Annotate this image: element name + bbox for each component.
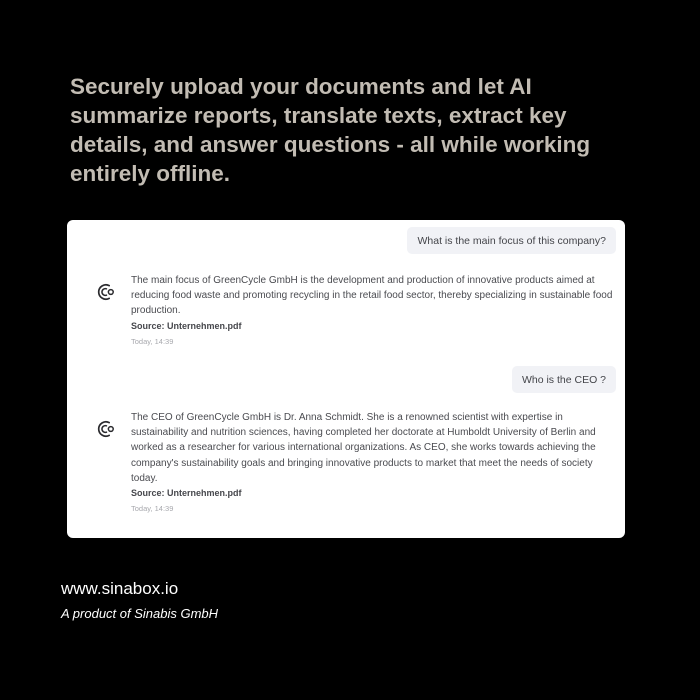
- assistant-logo-icon: [95, 281, 117, 303]
- assistant-message-text: The main focus of GreenCycle GmbH is the development and production of innovative products aimed at reducing food waste and promoting recycling in the retail food sector, thereby specializing in sustainable food production.: [131, 275, 613, 317]
- website-link[interactable]: www.sinabox.io: [61, 579, 179, 598]
- tagline: A product of Sinabis GmbH: [61, 606, 219, 621]
- source-link[interactable]: Source: Unternehmen.pdf: [131, 488, 242, 499]
- assistant-logo-icon: [95, 418, 117, 440]
- assistant-message: [95, 410, 615, 514]
- message-timestamp: Today, 14:39: [131, 336, 174, 346]
- chat-panel: [67, 220, 625, 538]
- message-timestamp: Today, 14:39: [131, 504, 174, 514]
- assistant-message-text: The CEO of GreenCycle GmbH is Dr. Anna Schmidt. She is a renowned scientist with expertise in sustainability and nutrition sciences, having completed her doctorate at Humboldt University of Berlin and worked as a researcher for various international organizations. As CEO, she works towards achieving the company's sustainability goals and bringing innovative products to market that meet the needs of society today.: [131, 412, 596, 484]
- headline: Securely upload your documents and let AI summarize reports, translate texts, extract key details, and answer questions - all while working entirely offline.: [70, 74, 591, 186]
- assistant-message: [95, 273, 615, 347]
- user-message-bubble: What is the main focus of this company?: [407, 227, 616, 254]
- user-message-bubble: Who is the CEO ?: [512, 366, 616, 393]
- source-link[interactable]: Source: Unternehmen.pdf: [131, 320, 242, 331]
